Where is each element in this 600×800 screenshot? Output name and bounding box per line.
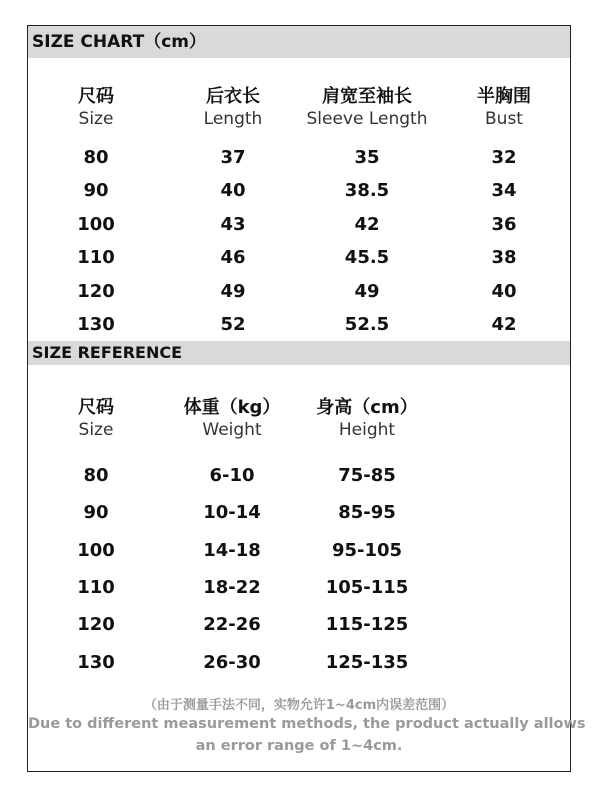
header-bust-en: Bust [485,109,523,129]
cell-size: 80 [83,147,109,168]
header-weight-en: Weight [202,420,262,440]
header-sleeve-en: Sleeve Length [306,109,428,129]
cell-height: 85-95 [338,502,396,523]
cell-sleeve: 52.5 [344,314,390,335]
header-weight-zh: 体重（kg） [183,397,281,418]
cell-length: 49 [220,281,246,302]
cell-weight: 26-30 [203,652,261,673]
cell-weight: 14-18 [203,540,261,561]
cell-length: 52 [220,314,246,335]
cell-bust: 38 [491,247,517,268]
size-reference-title: SIZE REFERENCE [28,341,570,365]
footnote-en-line1: Due to different measurement methods, the product actually allows [28,716,586,732]
cell-size: 120 [77,614,115,635]
cell-height: 105-115 [325,577,409,598]
header-bust-zh: 半胸围 [477,86,531,107]
size-chart-title: SIZE CHART（cm） [28,26,570,58]
cell-weight: 10-14 [203,502,261,523]
cell-size: 110 [77,577,115,598]
cell-height: 115-125 [325,614,409,635]
cell-bust: 42 [491,314,517,335]
header-length-zh: 后衣长 [206,86,260,107]
cell-sleeve: 38.5 [344,180,390,201]
header-size-zh: 尺码 [78,86,114,107]
cell-size: 130 [77,314,115,335]
footnote-zh: （由于测量手法不同，实物允许1~4cm内误差范围） [143,698,455,713]
header-size-zh: 尺码 [78,397,114,418]
cell-weight: 18-22 [203,577,261,598]
header-sleeve-zh: 肩宽至袖长 [322,86,412,107]
header-height-en: Height [338,420,396,440]
cell-length: 43 [220,214,246,235]
cell-bust: 40 [491,281,517,302]
cell-length: 37 [220,147,246,168]
cell-weight: 22-26 [203,614,261,635]
cell-size: 90 [83,180,109,201]
cell-sleeve: 45.5 [344,247,390,268]
cell-sleeve: 49 [354,281,380,302]
footnote-en-line2: an error range of 1~4cm. [195,738,403,754]
cell-size: 120 [77,281,115,302]
cell-size: 90 [83,502,109,523]
cell-length: 46 [220,247,246,268]
cell-weight: 6-10 [209,465,255,486]
cell-size: 130 [77,652,115,673]
cell-size: 110 [77,247,115,268]
cell-sleeve: 42 [354,214,380,235]
header-size-en: Size [78,109,114,129]
cell-bust: 32 [491,147,517,168]
header-height-zh: 身高（cm） [316,397,418,418]
cell-size: 80 [83,465,109,486]
cell-size: 100 [77,540,115,561]
header-length-en: Length [203,109,263,129]
header-size-en: Size [78,420,114,440]
size-chart-frame [27,25,586,772]
cell-bust: 36 [491,214,517,235]
cell-size: 100 [77,214,115,235]
cell-length: 40 [220,180,246,201]
cell-bust: 34 [491,180,517,201]
cell-height: 125-135 [325,652,409,673]
cell-height: 95-105 [331,540,403,561]
cell-sleeve: 35 [354,147,380,168]
cell-height: 75-85 [338,465,396,486]
